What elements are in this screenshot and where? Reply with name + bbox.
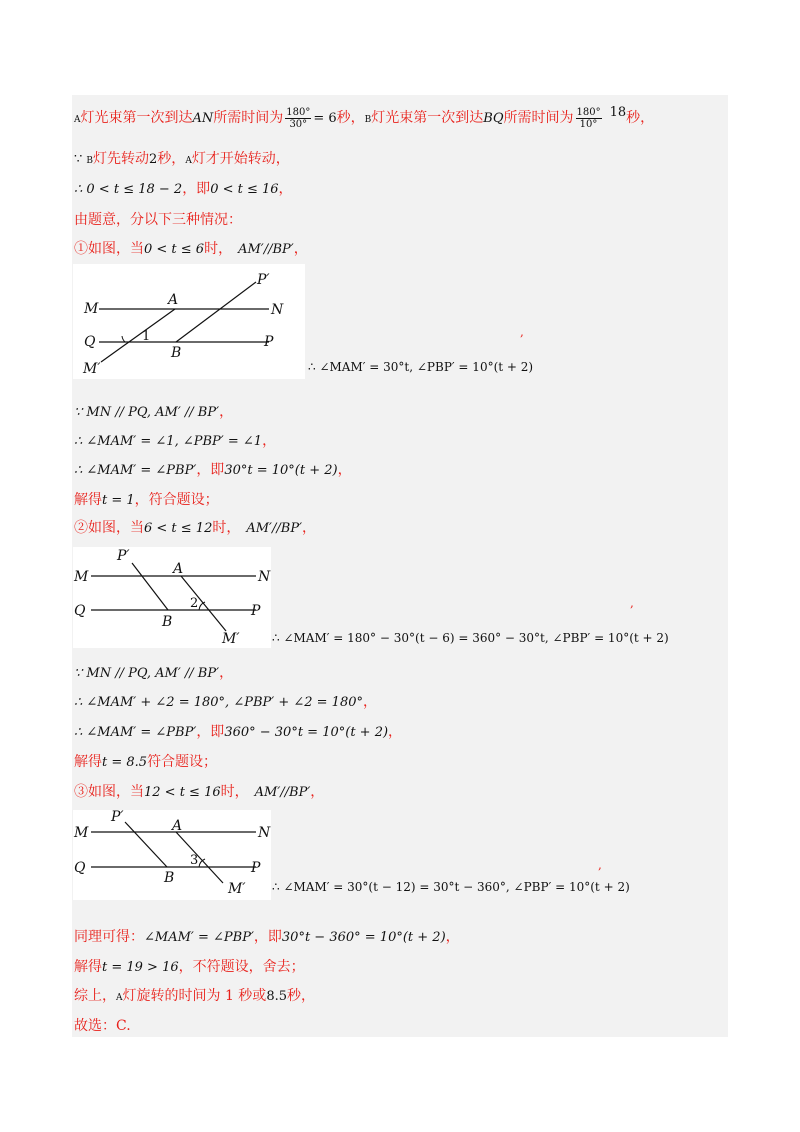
text: ， — [302, 520, 317, 536]
text: 综上， — [74, 988, 116, 1004]
math: 30°t = 10°(t + 2) — [224, 463, 338, 478]
line-16 — [74, 928, 460, 947]
math: 30°t − 360° = 10°(t + 2) — [281, 930, 446, 945]
math: t = 8.5 — [102, 755, 148, 770]
math: 12 < t ≤ 16 — [144, 785, 221, 800]
label-b: B — [162, 614, 173, 630]
angle-3-label: 3 — [190, 853, 199, 868]
text: 由题意，分以下三种情况： — [74, 212, 242, 228]
math: 0 < t ≤ 16 — [210, 182, 279, 197]
text: ②如图，当 — [74, 520, 144, 536]
figure-2 — [73, 547, 271, 648]
text: ，即 — [196, 724, 225, 740]
text: 故选：C. — [74, 1018, 131, 1034]
label-m: M — [84, 301, 99, 317]
label-a: A — [172, 818, 183, 834]
text: 秒， — [287, 988, 315, 1004]
text: 灯光束第一次到达 — [371, 110, 484, 126]
label-b: B — [364, 115, 372, 125]
figure-2-diagram — [73, 547, 271, 648]
math: = 6 — [313, 111, 337, 126]
text: 时， — [212, 520, 241, 536]
line-19 — [74, 1017, 131, 1035]
line-1 — [74, 104, 654, 130]
line-14 — [74, 753, 217, 772]
label-b: B — [164, 870, 175, 886]
text: ③如图，当 — [74, 784, 144, 800]
math: BQ — [483, 111, 504, 126]
math: 18 — [609, 105, 627, 120]
text: ，不符题设，舍去； — [178, 959, 305, 975]
label-n: N — [258, 569, 271, 585]
math: AM′//BP′ — [238, 242, 294, 257]
math: t = 1 — [102, 493, 135, 508]
line-5 — [74, 240, 308, 259]
text: 解得 — [74, 492, 102, 508]
math: AM′//BP′ — [254, 785, 311, 800]
line-12 — [74, 693, 377, 712]
text: 符合题设； — [147, 754, 218, 770]
angle-2-label: 2 — [190, 596, 199, 611]
label-m-prime: M′ — [83, 361, 101, 377]
text: ，即 — [196, 462, 225, 478]
text: ， — [219, 665, 234, 681]
text: 灯先转动 — [93, 151, 150, 167]
label-a: A — [185, 156, 192, 166]
text: ， — [219, 404, 234, 420]
text: 所需时间为 — [213, 110, 284, 126]
line-2 — [74, 150, 290, 170]
math: 8.5 — [266, 989, 287, 1004]
label-b: B — [86, 156, 94, 166]
text: 同理可得： — [74, 929, 144, 945]
math: AM′//BP′ — [246, 521, 303, 536]
figure-1 — [73, 264, 305, 379]
text: 所需时间为 — [503, 110, 574, 126]
label-p: P — [251, 860, 261, 876]
text: ，符合题设； — [134, 492, 219, 508]
math: AN — [192, 111, 214, 126]
fraction-2 — [576, 107, 602, 130]
comma: , — [520, 325, 524, 339]
figure-1-equation: ∴ ∠MAM′ = 30°t, ∠PBP′ = 10°(t + 2) — [308, 360, 534, 374]
label-p: P — [264, 334, 274, 350]
label-p-prime: P′ — [117, 548, 130, 564]
line-3 — [74, 180, 293, 199]
label-q: Q — [74, 603, 86, 619]
text: 秒， — [157, 151, 186, 167]
text: 解得 — [74, 959, 102, 975]
label-m-prime: M′ — [222, 631, 240, 647]
math: 6 < t ≤ 12 — [144, 521, 213, 536]
text: ， — [363, 694, 377, 710]
math: ∴ ∠MAM′ = ∠PBP′ — [74, 463, 197, 478]
label-p: P — [251, 603, 261, 619]
figure-1-diagram — [73, 264, 305, 379]
fraction-1 — [285, 107, 311, 130]
label-q: Q — [74, 860, 86, 876]
text: 时， — [204, 241, 233, 257]
label-n: N — [271, 302, 284, 318]
text: ， — [293, 241, 308, 257]
line-17 — [74, 958, 305, 977]
math: ∠MAM′ = ∠PBP′ — [144, 930, 254, 945]
text: 灯才开始转动， — [191, 151, 290, 167]
line-10 — [74, 519, 316, 538]
text: 秒， — [336, 110, 365, 126]
line-15 — [74, 783, 324, 802]
numerator: 180° — [286, 106, 311, 118]
figure-3 — [73, 810, 271, 900]
figure-3-equation: ∴ ∠MAM′ = 30°(t − 12) = 30°t − 360°, ∠PBP′ = 10°(t + 2) — [272, 880, 630, 894]
comma: , — [598, 858, 602, 872]
math: 0 < t ≤ 6 — [144, 242, 205, 257]
text: ， — [388, 724, 403, 740]
label-b: B — [171, 345, 182, 361]
math: ∴ ∠MAM′ = ∠PBP′ — [74, 725, 197, 740]
math: t = 19 > 16 — [102, 960, 179, 975]
math: ∴ ∠MAM′ = ∠1, ∠PBP′ = ∠1 — [74, 434, 263, 449]
line-6 — [74, 403, 233, 422]
line-11 — [74, 664, 233, 683]
math: 360° − 30°t = 10°(t + 2) — [224, 725, 389, 740]
text: 秒， — [626, 110, 655, 126]
line-18 — [74, 987, 315, 1007]
text: ， — [337, 462, 352, 478]
label-a: A — [173, 561, 184, 577]
label-m: M — [74, 825, 89, 841]
math: ∴ 0 < t ≤ 18 − 2 — [74, 182, 183, 197]
because-symbol: ∵ — [74, 152, 87, 167]
denominator: 30° — [289, 118, 308, 130]
text: ，即 — [253, 929, 282, 945]
figure-3-diagram — [73, 810, 271, 900]
text: 解得 — [74, 754, 102, 770]
denominator: 10° — [579, 118, 598, 130]
comma: , — [630, 596, 634, 610]
label-a: A — [74, 115, 81, 125]
math: ∴ ∠MAM′ + ∠2 = 180°, ∠PBP′ + ∠2 = 180° — [74, 695, 363, 710]
text: 灯光束第一次到达 — [80, 110, 193, 126]
text: ，即 — [182, 181, 211, 197]
label-m-prime: M′ — [228, 881, 246, 897]
angle-1-label: 1 — [142, 329, 151, 344]
text: ， — [278, 181, 293, 197]
text: ， — [445, 929, 460, 945]
label-q: Q — [84, 334, 96, 350]
math: 2 — [149, 152, 158, 167]
line-9 — [74, 491, 219, 510]
text: ， — [310, 784, 325, 800]
text: 灯旋转的时间为 1 秒或 — [122, 988, 267, 1004]
line-4 — [74, 211, 242, 229]
line-13 — [74, 723, 402, 742]
line-7 — [74, 432, 276, 451]
label-p-prime: P′ — [111, 810, 124, 825]
text: 时， — [220, 784, 249, 800]
text: ①如图，当 — [74, 241, 144, 257]
numerator: 180° — [576, 106, 601, 118]
label-p-prime: P′ — [257, 272, 270, 288]
label-m: M — [74, 569, 89, 585]
math: ∵ MN // PQ, AM′ // BP′ — [74, 405, 220, 420]
figure-2-equation: ∴ ∠MAM′ = 180° − 30°(t − 6) = 360° − 30°t, ∠PBP′ = 10°(t + 2) — [272, 631, 669, 645]
text: ， — [262, 433, 277, 449]
math: ∵ MN // PQ, AM′ // BP′ — [74, 666, 220, 681]
label-a: A — [168, 292, 179, 308]
label-n: N — [258, 825, 271, 841]
label-a: A — [116, 993, 123, 1003]
line-8 — [74, 461, 352, 480]
